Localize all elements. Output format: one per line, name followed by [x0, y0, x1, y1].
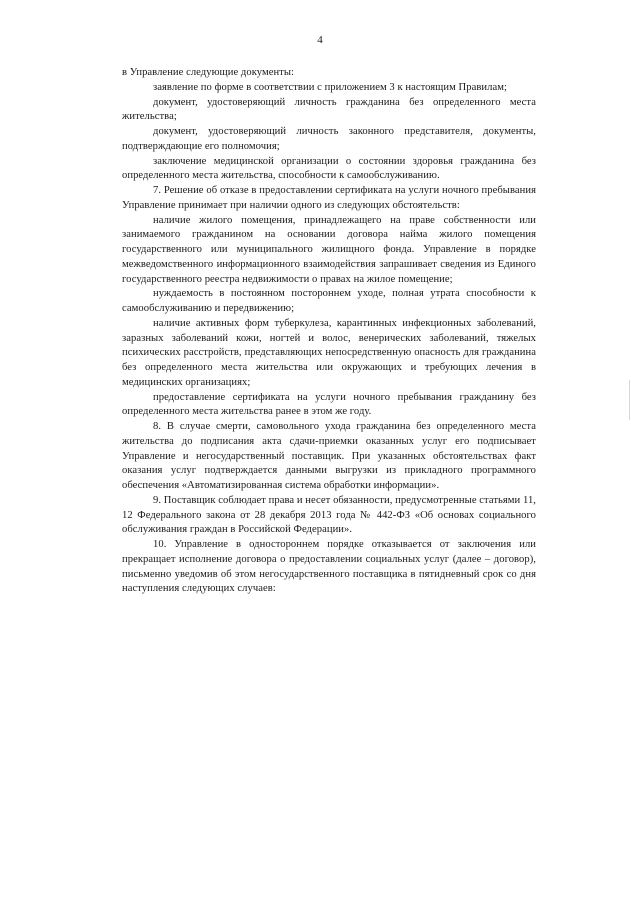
- scan-artifact: [629, 380, 630, 420]
- paragraph-item-10: 10. Управление в одностороннем порядке отказывается от заключения или прекращает исполнение договора о предоставлении социальных услуг (далее – договор), письменно уведомив об этом негосударственного поставщика в пятидневный срок со дня наступления следующих случаев:: [122, 539, 536, 595]
- paragraph-application: заявление по форме в соответствии с приложением 3 к настоящим Правилам;: [153, 81, 507, 93]
- paragraph-housing: наличие жилого помещения, принадлежащего на праве собственности или занимаемого гражданином на основании договора найма жилого помещения государственного или муниципального жилищного фонда. Управление в порядке межведомственного информационного взаимодействия запрашивает сведения из Единого государственного реестра недвижимости о правах на жилое помещение;: [122, 214, 536, 285]
- paragraph-care-need: нуждаемость в постоянном постороннем уходе, полная утрата способности к самообслуживанию и передвижению;: [122, 288, 536, 314]
- paragraph-medical-conclusion: заключение медицинской организации о состоянии здоровья гражданина без определенного места жительства, способности к самообслуживанию.: [122, 155, 536, 182]
- document-body: [122, 66, 536, 597]
- page-number: 4: [317, 34, 323, 46]
- paragraph-diseases: наличие активных форм туберкулеза, карантинных инфекционных заболеваний, заразных заболеваний кожи, ногтей и волос, венерических заболеваний, тяжелых психических расстройств, представляющих непосредственную опасность для гражданина без определенного места жительства или окружающих и требующих лечения в медицинских организациях;: [122, 317, 536, 388]
- paragraph-item-9: 9. Поставщик соблюдает права и несет обязанности, предусмотренные статьями 11, 12 Федерального закона от 28 декабря 2013 года № 442-ФЗ «Об основах социального обслуживания граждан в Российской Федерации».: [122, 494, 536, 536]
- paragraph-identity-document: документ, удостоверяющий личность гражданина без определенного места жительства;: [122, 96, 536, 123]
- paragraph-item-7: 7. Решение об отказе в предоставлении сертификата на услуги ночного пребывания Управление принимает при наличии одного из следующих обстоятельств:: [122, 185, 536, 211]
- paragraph-documents-intro: в Управление следующие документы:: [122, 67, 295, 78]
- paragraph-representative-document: документ, удостоверяющий личность законного представителя, документы, подтверждающие его полномочия;: [122, 126, 536, 152]
- paragraph-item-8: 8. В случае смерти, самовольного ухода гражданина без определенного места жительства до подписания акта сдачи-приемки оказанных услуг его подписывает Управление и негосударственный поставщик. При указанных обстоятельствах факт оказания услуг подтверждается данными выгрузки из прикладного программного обеспечения «Автоматизированная система обработки информации».: [122, 421, 536, 491]
- paragraph-prior-certificate: предоставление сертификата на услуги ночного пребывания гражданину без определенного места жительства ранее в этом же году.: [122, 391, 536, 418]
